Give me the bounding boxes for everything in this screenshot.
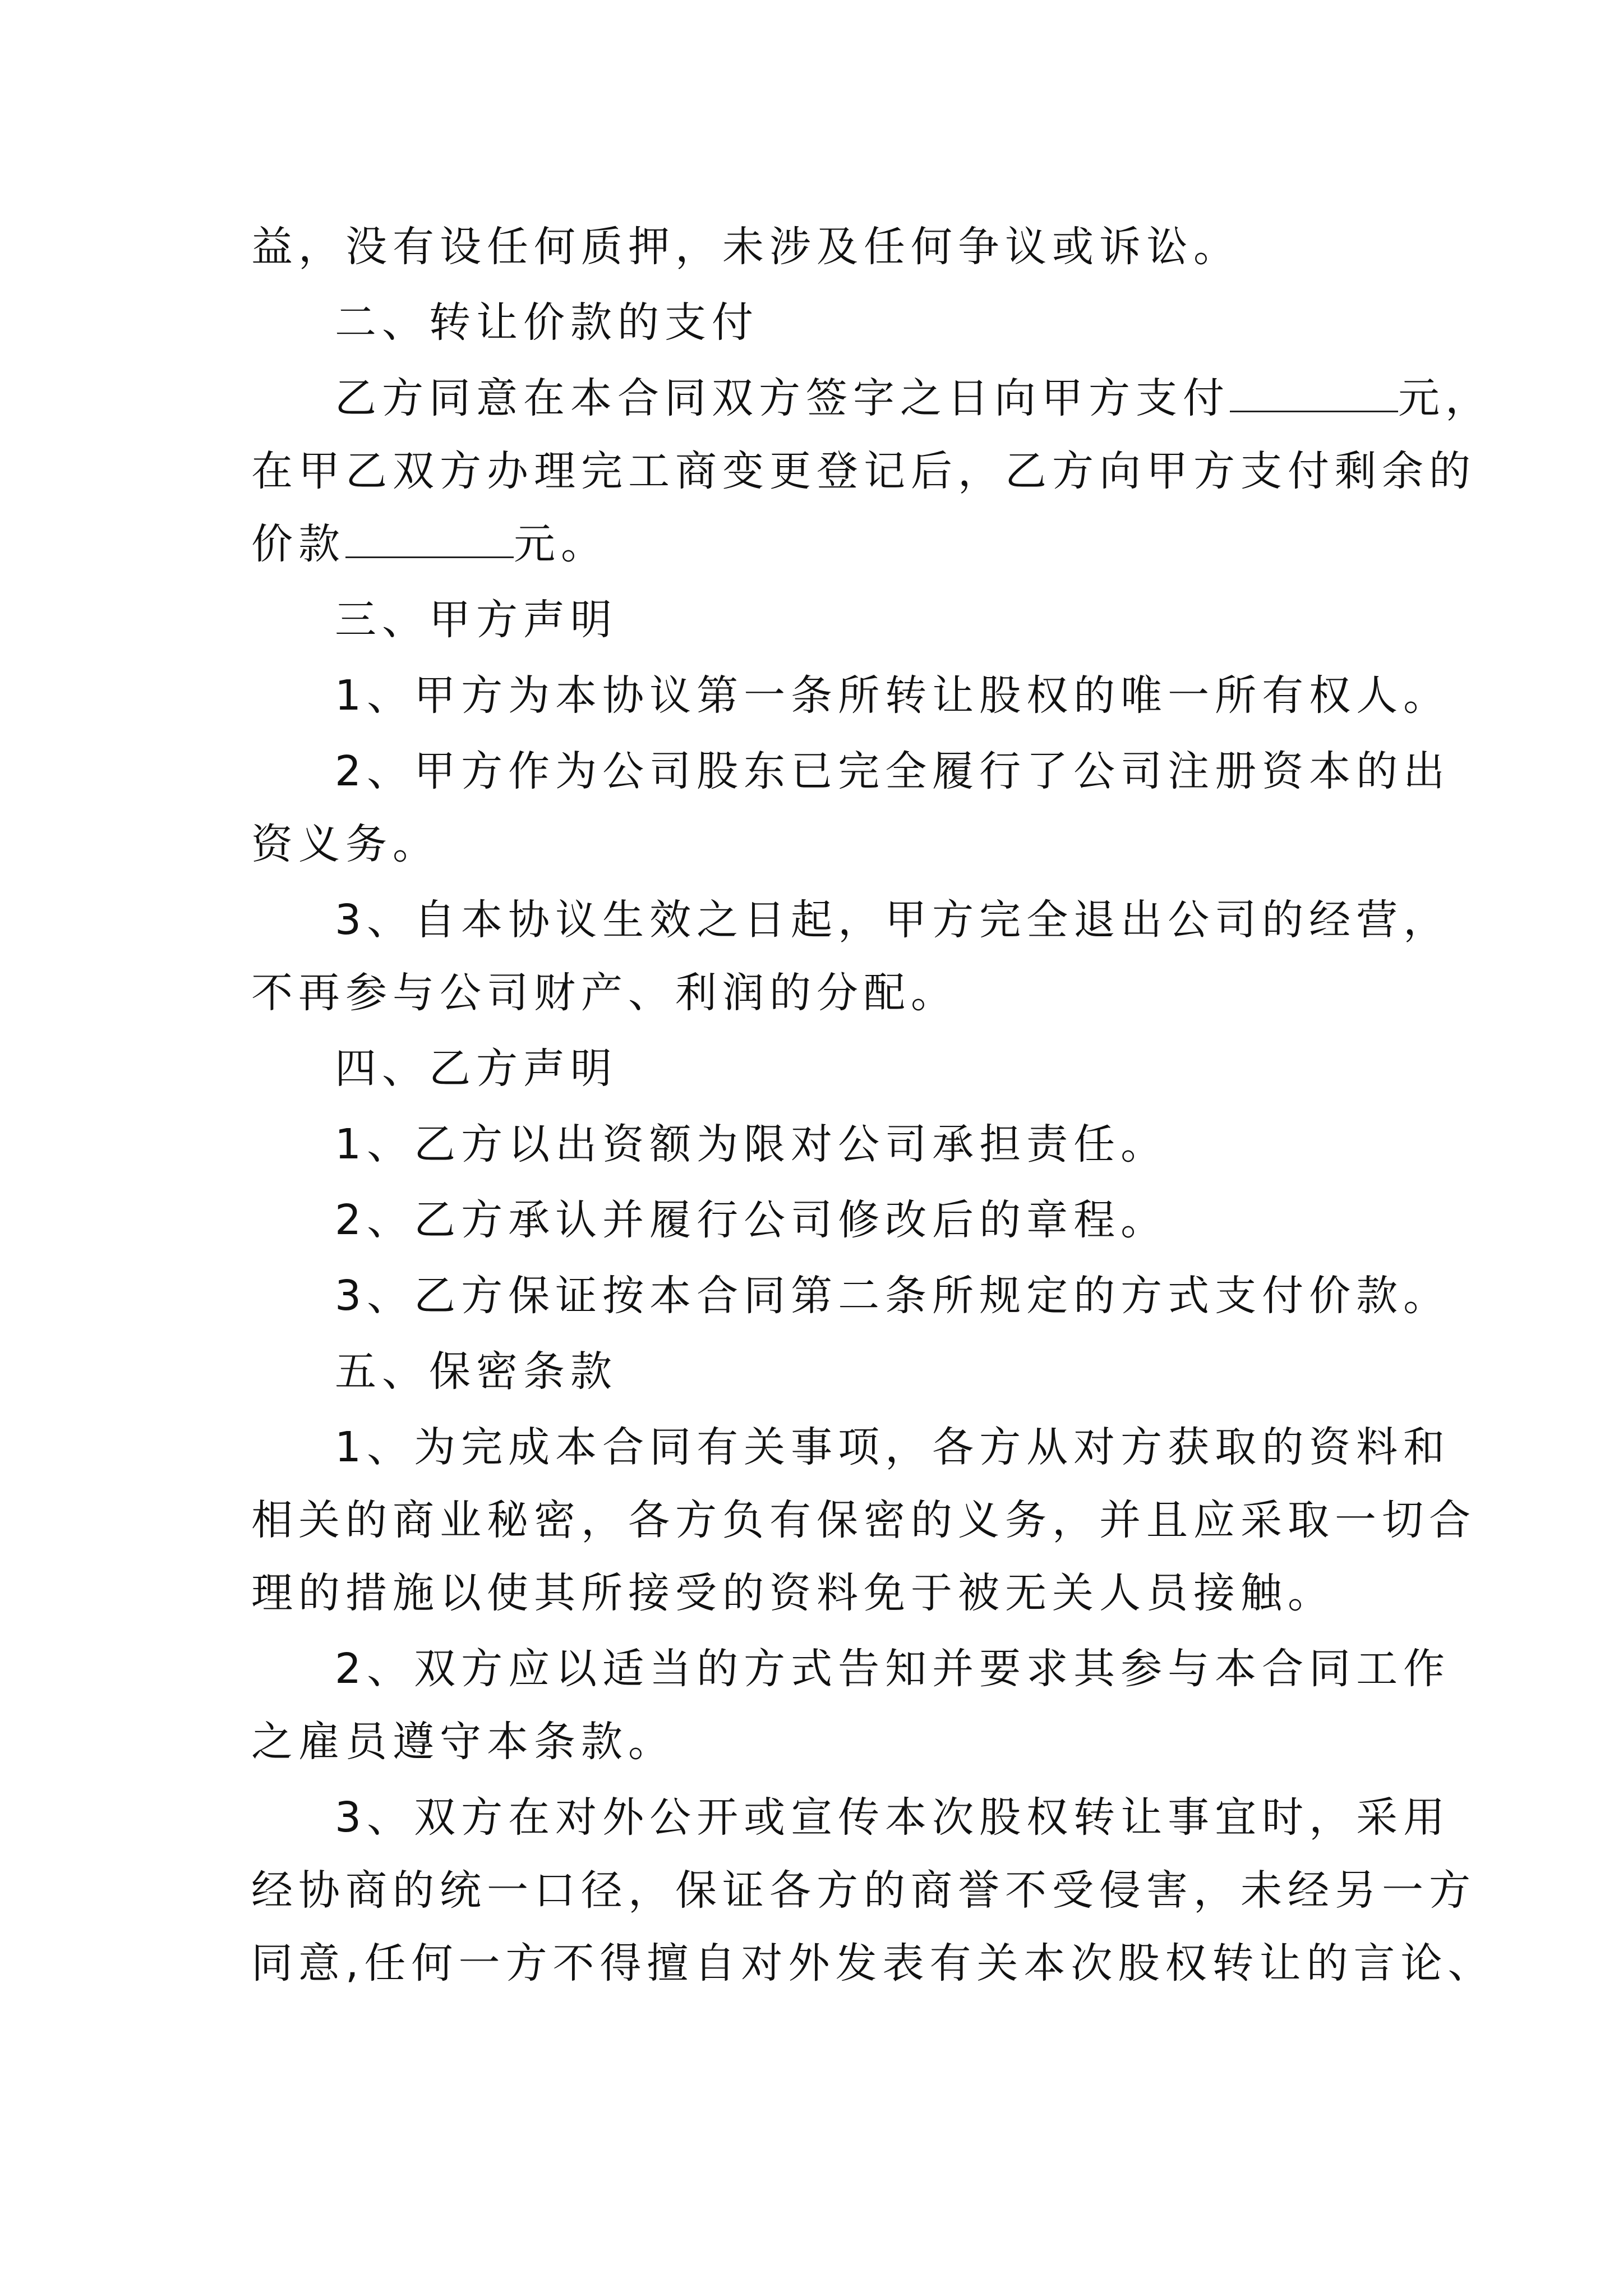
line-text: 不再参与公司财产、利润的分配。 — [251, 969, 958, 1017]
line-text: 1、乙方以出资额为限对公司承担责任。 — [335, 1120, 1168, 1168]
paragraph-line — [251, 965, 958, 1021]
line-text: 3、乙方保证按本合同第二条所规定的方式支付价款。 — [335, 1272, 1451, 1320]
line-text: 3、双方在对外公开或宣传本次股权转让事宜时，采用 — [335, 1793, 1451, 1842]
paragraph-line — [251, 1935, 1495, 1991]
paragraph-line — [335, 1641, 1450, 1697]
paragraph-line — [335, 1116, 1168, 1172]
line-text: 2、乙方承认并履行公司修改后的章程。 — [335, 1196, 1168, 1244]
line-text: 同意,任何一方不得擅自对外发表有关本次股权转让的言论、 — [251, 1939, 1495, 1987]
section-heading-3 — [335, 592, 617, 648]
line-text: 1、甲方为本协议第一条所转让股权的唯一所有权人。 — [335, 671, 1451, 720]
line-text: 资义务。 — [251, 820, 440, 868]
paragraph-line — [335, 370, 1492, 426]
paragraph-line — [251, 1862, 1476, 1918]
paragraph-line — [335, 1192, 1168, 1248]
section-heading-5 — [335, 1343, 617, 1400]
heading-text: 二、转让价款的支付 — [335, 298, 759, 347]
paragraph-line — [335, 743, 1450, 799]
paragraph-line — [251, 1714, 675, 1770]
line-text: 益，没有设任何质押，未涉及任何争议或诉讼。 — [251, 223, 1241, 271]
line-text: 理的措施以使其所接受的资料免于被无关人员接触。 — [251, 1569, 1335, 1617]
line-text: 2、双方应以适当的方式告知并要求其参与本合同工作 — [335, 1645, 1451, 1693]
paragraph-line — [335, 1268, 1450, 1324]
line-text: 元。 — [514, 520, 608, 568]
paragraph-line — [335, 668, 1450, 724]
heading-text: 四、乙方声明 — [335, 1045, 617, 1093]
paragraph-line — [335, 1419, 1450, 1475]
line-text: 1、为完成本合同有关事项，各方从对方获取的资料和 — [335, 1423, 1451, 1471]
paragraph-line — [251, 443, 1476, 499]
line-text: 相关的商业秘密，各方负有保密的义务，并且应采取一切合 — [251, 1496, 1476, 1544]
paragraph-line — [335, 892, 1450, 948]
line-text: 元， — [1398, 374, 1492, 422]
line-text: 之雇员遵守本条款。 — [251, 1718, 675, 1766]
heading-text: 五、保密条款 — [335, 1347, 617, 1396]
line-text: 价款 — [251, 520, 345, 568]
paragraph-line — [251, 1492, 1476, 1548]
paragraph-line — [251, 1565, 1335, 1621]
line-text: 2、甲方作为公司股东已完全履行了公司注册资本的出 — [335, 747, 1451, 795]
section-heading-2 — [335, 295, 759, 351]
amount-blank-1[interactable] — [1230, 370, 1398, 412]
amount-blank-2[interactable] — [345, 516, 514, 558]
line-text: 在甲乙双方办理完工商变更登记后，乙方向甲方支付剩余的 — [251, 447, 1476, 495]
section-heading-4 — [335, 1041, 617, 1097]
paragraph-line — [335, 1789, 1450, 1846]
line-text: 3、自本协议生效之日起，甲方完全退出公司的经营， — [335, 896, 1451, 944]
line-text: 经协商的统一口径，保证各方的商誉不受侵害，未经另一方 — [251, 1866, 1476, 1915]
paragraph-line — [251, 516, 608, 572]
paragraph-line — [251, 219, 1241, 275]
paragraph-line — [251, 816, 440, 872]
line-text: 乙方同意在本合同双方签字之日向甲方支付 — [335, 374, 1230, 422]
heading-text: 三、甲方声明 — [335, 596, 617, 644]
